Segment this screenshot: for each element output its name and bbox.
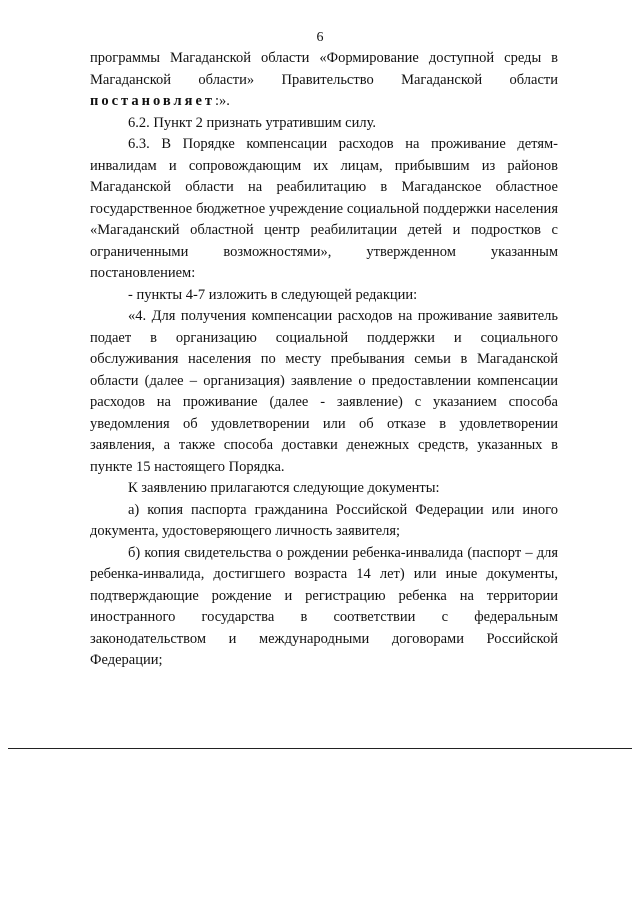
paragraph-document-a: а) копия паспорта гражданина Российской Федерации или иного документа, удостоверяющего личность заявителя; bbox=[90, 501, 558, 539]
paragraph-document-b: б) копия свидетельства о рождении ребенка-инвалида (паспорт – для ребенка-инвалида, достигшего возраста 14 лет) или иные документы, подтверждающие рождение и регистрацию ребенка на территории иностранного государства в соответствии с федеральным законодательством и международными договорами Российской Федерации; bbox=[90, 544, 558, 668]
paragraph-item-4: «4. Для получения компенсации расходов на проживание заявитель подает в организацию социальной поддержки и социального обслуживания населения по месту пребывания семьи в Магаданской области (далее – организация) заявление о предоставлении компенсации расходов на проживание (далее - заявление) с указанием способа уведомления об удовлетворении или об отказе в удовлетворении заявления, а также способа доставки денежных средств, указанных в пункте 15 настоящего Порядка. bbox=[90, 308, 558, 475]
paragraph-documents-intro: К заявлению прилагаются следующие документы: bbox=[128, 480, 440, 496]
page-number: 6 bbox=[316, 30, 324, 45]
paragraph-6-3: 6.3. В Порядке компенсации расходов на проживание детям-инвалидам и сопровождающим их лицам, прибывшим из районов Магаданской области на реабилитацию в Магаданское областное государственное бюджетное учреждение социальной поддержки населения «Магаданский областной центр реабилитации детей и подростков с ограниченными возможностями», утвержденном указанным постановлением: bbox=[90, 136, 558, 281]
document-body bbox=[90, 48, 558, 672]
resolves-keyword: постановляет bbox=[90, 93, 216, 109]
paragraph-preamble-end: :». bbox=[215, 93, 230, 109]
paragraph-preamble-text: программы Магаданской области «Формирование доступной среды в Магаданской области» Правительство Магаданской области bbox=[90, 50, 558, 88]
paragraph-6-2: 6.2. Пункт 2 признать утратившим силу. bbox=[128, 114, 377, 131]
paragraph-preamble bbox=[90, 48, 558, 113]
footer-divider bbox=[8, 748, 632, 749]
paragraph-items-intro: - пункты 4-7 изложить в следующей редакции: bbox=[128, 286, 418, 303]
